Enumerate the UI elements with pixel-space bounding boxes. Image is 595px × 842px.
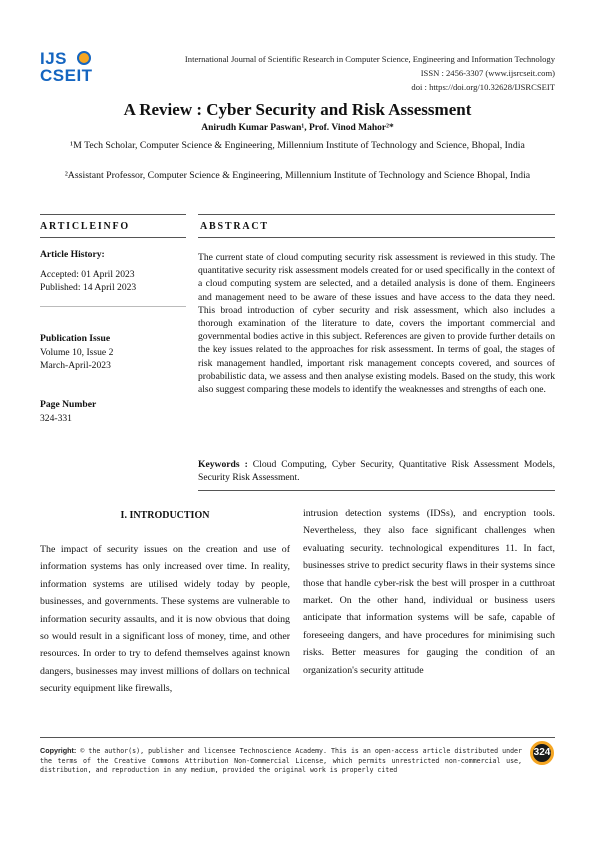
intro-right-column: intrusion detection systems (IDSs), and encryption tools. Nevertheless, they also face significant challenges when evaluating security. technological expenditures 11. In fact, businesses strive to predict security flaws in their systems since those that handle cyber-risk the best will prosper in a cutthroat market. On the other hand, individual or business users anticipate that information systems will be safe, capable of foreseeing dangers, and have procedures for minimising such risks. Better measures for gauging the condition of an organization's security attitude [303,508,555,676]
authors: Anirudh Kumar Paswan¹, Prof. Vinod Mahor²* [201,123,394,133]
accepted-date: Accepted: 01 April 2023 [40,268,135,280]
pub-issue-label: Publication Issue [40,333,111,344]
logo-text-cseit: CSEIT [40,66,93,85]
issn: ISSN : 2456-3307 (www.ijsrcseit.com) [420,68,555,78]
article-info-heading: ARTICLEINFO [40,221,131,232]
keywords-label: Keywords : [198,459,248,470]
copyright-notice [40,746,522,776]
volume: Volume 10, Issue 2 [40,346,114,358]
intro-left-column: The impact of security issues on the creation and use of information systems has only increased over time. In reality, information systems are utilised widely today by people, businesses, and governments. These systems are vulnerable to information security assaults, and it is now obvious that doing so would result in a significant loss of money, time, and other resources. In order to try to defend themselves against known dangers, businesses may invest millions of dollars on technical security equipment like firewalls, [40,544,290,695]
article-history [40,248,186,295]
lightbulb-icon [77,51,91,65]
months: March-April-2023 [40,360,111,371]
page-number-label: Page Number [40,399,97,410]
copyright-label: Copyright: [40,746,77,755]
section-heading-introduction: I. INTRODUCTION [120,510,210,521]
footer-divider [40,737,555,738]
logo-text-ijs: IJS [40,49,68,68]
abstract-text: The current state of cloud computing security risk assessment is reviewed in this study. The quantitative security risk assessment models created for or used specifically in the context of a cloud computing system are selected, and a detailed analysis is done of them. Engineers and management need to be aware of these issues and have access to the data they need. This broad introduction of cyber security and risk assessment, which also includes a thorough examination of the literature to date, covers the important commercial and governmental bodies active in this subject. References are given to provide further details on the key issues related to the approaches for risk assessment. In terms of goal, the stages of risk management handled, important risk management concepts covered, and sources of probabilistic data, we assess and then analyse existing models. Based on the study, this work also suggest comparing these models to identify the weaknesses and strengths of each one. [198,252,555,396]
page-number-block [40,398,186,425]
published-date: Published: 14 April 2023 [40,282,137,293]
divider [40,237,186,238]
divider [198,490,555,491]
history-label: Article History: [40,249,105,260]
affiliation-1: ¹M Tech Scholar, Computer Science & Engineering, Millennium Institute of Technology and Science, Bhopal, India [70,140,525,151]
doi-link[interactable]: doi : https://doi.org/10.32628/IJSRCSEIT [411,82,555,92]
divider [198,237,555,238]
paper-title: A Review : Cyber Security and Risk Assessment [123,100,472,119]
keywords [198,458,555,484]
page-number-badge: 324 [530,741,554,765]
journal-logo [40,50,100,90]
page-range: 324-331 [40,412,72,424]
publication-issue [40,332,186,373]
keywords-text: Cloud Computing, Cyber Security, Quantitative Risk Assessment Models, Security Risk Assessment. [198,459,555,484]
copyright-text: © the author(s), publisher and licensee Technoscience Academy. This is an open-access article distributed under the terms of the Creative Commons Attribution Non-Commercial License, which permits unrestricted non-commercial use, distribution, and reproduction in any medium, provided the original work is properly cited [40,747,522,775]
divider [40,306,186,307]
divider [198,214,555,215]
divider [40,214,186,215]
affiliation-2: ²Assistant Professor, Computer Science & Engineering, Millennium Institute of Technology and Science Bhopal, India [64,170,531,181]
journal-name: International Journal of Scientific Research in Computer Science, Engineering and Information Technology [184,54,555,64]
abstract-heading: ABSTRACT [200,221,269,232]
